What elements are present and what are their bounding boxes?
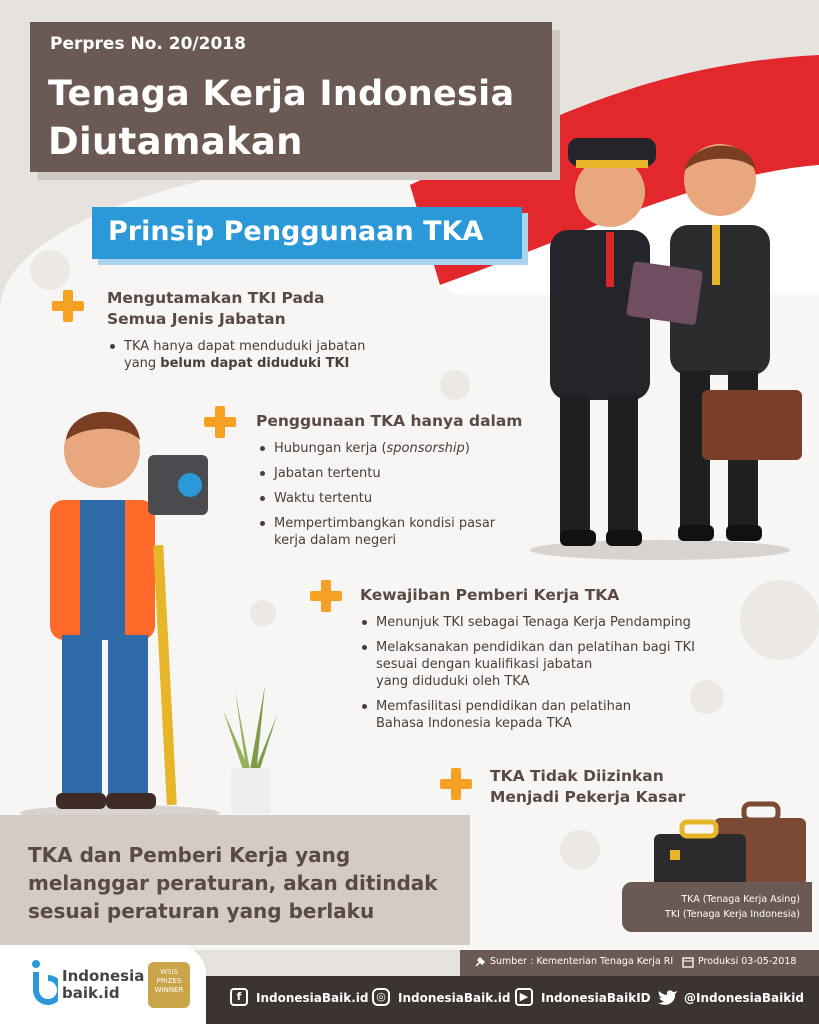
section1-title-line1: Mengutamakan TKI Pada	[107, 289, 325, 307]
warning-box	[0, 815, 470, 945]
brand-line2: baik.id	[62, 984, 120, 1002]
section3-bullets	[360, 614, 740, 740]
bullet-item	[360, 698, 740, 732]
section3-title-line1: Kewajiban Pemberi Kerja TKA	[360, 586, 620, 604]
production-date: Produksi 03-05-2018	[698, 956, 797, 967]
wsis-award-badge	[148, 962, 190, 1008]
plus-icon	[204, 406, 236, 438]
section4-title	[490, 766, 685, 808]
decor-dot	[250, 600, 276, 626]
bullet-text: Melaksanakan pendidikan dan pelatihan bagi TKI	[376, 640, 695, 655]
instagram-link[interactable]: IndonesiaBaik.id	[398, 991, 511, 1005]
bullet-text: yang	[124, 356, 161, 371]
source-text: Sumber : Kementerian Tenaga Kerja RI	[490, 956, 674, 967]
source-bar	[460, 950, 819, 976]
banner-label: Prinsip Penggunaan TKA	[108, 216, 484, 247]
decor-dot	[740, 580, 819, 660]
section3-title	[360, 585, 619, 606]
decor-dot	[440, 370, 470, 400]
header-box	[30, 22, 552, 172]
bullet-item	[108, 338, 408, 372]
bullet-item: Waktu tertentu	[258, 490, 518, 507]
page-title-line2: Diutamakan	[48, 120, 303, 163]
pilot-and-businessman-illustration	[520, 120, 810, 560]
bullet-text: yang diduduki oleh TKA	[376, 674, 530, 689]
bullet-item: Jabatan tertentu	[258, 465, 518, 482]
section2-bullets	[258, 440, 518, 557]
bullet-text: Memfasilitasi pendidikan dan pelatihan	[376, 699, 632, 714]
bullet-text: TKA hanya dapat menduduki jabatan	[124, 339, 366, 354]
plus-icon	[52, 290, 84, 322]
warning-text	[28, 841, 458, 925]
bullet-item	[258, 515, 518, 549]
pin-icon	[474, 956, 486, 968]
legend-tki: TKI (Tenaga Kerja Indonesia)	[665, 909, 800, 920]
warning-line2: melanggar peraturan, akan ditindak	[28, 871, 438, 895]
bullet-text: Bahasa Indonesia kepada TKA	[376, 716, 572, 731]
section-banner	[92, 207, 522, 259]
youtube-link[interactable]: IndonesiaBaikID	[541, 991, 651, 1005]
youtube-icon[interactable]: ▶	[515, 988, 533, 1006]
plus-icon	[310, 580, 342, 612]
section1-bullets	[108, 338, 408, 380]
plant-illustration	[215, 680, 285, 820]
plus-icon	[440, 768, 472, 800]
indonesiabaik-logo-icon	[28, 958, 58, 1008]
bullet-text: kerja dalam negeri	[274, 533, 397, 548]
bullet-item: Menunjuk TKI sebagai Tenaga Kerja Pendamping	[360, 614, 740, 631]
section2-title	[256, 411, 522, 432]
calendar-icon	[682, 956, 694, 968]
decor-dot	[30, 250, 70, 290]
award-line1: WSIS	[160, 968, 178, 976]
bullet-bold-text: belum dapat diduduki TKI	[160, 356, 350, 371]
decor-dot	[560, 830, 600, 870]
award-line2: PRIZES	[156, 977, 182, 985]
section1-title-line2: Semua Jenis Jabatan	[107, 310, 286, 328]
bullet-text: Hubungan kerja (	[274, 441, 387, 456]
facebook-icon[interactable]: f	[230, 988, 248, 1006]
section2-title-line1: Penggunaan TKA hanya dalam	[256, 412, 523, 430]
bullet-item	[258, 440, 518, 457]
suitcases-illustration	[652, 800, 812, 890]
section4-title-line1: TKA Tidak Diizinkan	[490, 767, 664, 785]
warning-line1: TKA dan Pemberi Kerja yang	[28, 843, 351, 867]
section4-title-line2: Menjadi Pekerja Kasar	[490, 788, 686, 806]
instagram-icon[interactable]: ◎	[372, 988, 390, 1006]
bullet-italic-text: sponsorship	[386, 441, 465, 456]
twitter-link[interactable]: @IndonesiaBaikid	[684, 991, 804, 1005]
section1-title	[107, 288, 324, 330]
bullet-text: Mempertimbangkan kondisi pasar	[274, 516, 496, 531]
worker-with-survey-tool-illustration	[10, 395, 230, 825]
warning-line3: sesuai peraturan yang berlaku	[28, 899, 375, 923]
bullet-item	[360, 639, 740, 690]
brand-line1: Indonesia	[62, 967, 145, 985]
award-line3: WINNER	[154, 986, 184, 994]
bullet-text: sesuai dengan kualifikasi jabatan	[376, 657, 593, 672]
abbreviation-legend	[622, 882, 812, 932]
facebook-link[interactable]: IndonesiaBaik.id	[256, 991, 369, 1005]
bullet-text: )	[464, 441, 470, 456]
legend-tka: TKA (Tenaga Kerja Asing)	[681, 894, 800, 905]
regulation-subtitle: Perpres No. 20/2018	[50, 34, 246, 54]
twitter-icon[interactable]	[658, 989, 678, 1005]
brand-name	[62, 968, 144, 1002]
page-title-line1: Tenaga Kerja Indonesia	[48, 74, 515, 114]
